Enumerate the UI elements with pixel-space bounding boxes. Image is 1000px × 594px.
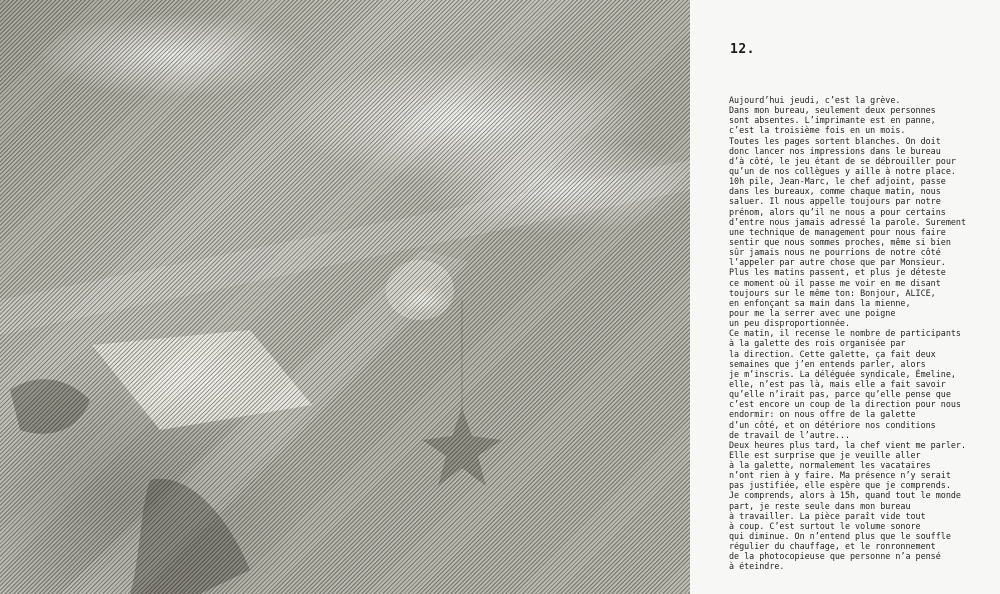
chapter-number: 12. (730, 42, 755, 57)
text-line: à la galette des rois organisée par (729, 338, 906, 349)
beam-shape (60, 250, 470, 594)
text-line: semaines que j’en entends parler, alors (729, 358, 926, 369)
decoration-shape (10, 379, 90, 434)
text-line: Je comprends, alors à 15h, quand tout le monde (729, 490, 961, 501)
text-line: n’ont rien à y faire. Ma présence n’y serait (729, 470, 951, 481)
text-line: sentir que nous sommes proches, même si bien (729, 236, 951, 247)
text-line: pour me la serrer avec une poigne (729, 307, 896, 318)
text-line: en enfonçant sa main dans la mienne, (729, 297, 911, 308)
text-line: régulier du chauffage, et le ronronnement (729, 541, 936, 552)
star-decoration (422, 408, 502, 486)
ceiling-light-panel (92, 330, 312, 430)
text-line: Deux heures plus tard, la chef vient me parler. (729, 439, 966, 450)
text-line: c’est la troisième fois en un mois. (729, 125, 906, 136)
text-line: Aujourd’hui jeudi, c’est la grève. (729, 95, 901, 105)
text-line: elle, n’est pas là, mais elle a fait savoir (729, 378, 946, 389)
text-line: toujours sur le même ton: Bonjour, ALICE, (729, 287, 936, 298)
body-text (729, 95, 994, 572)
text-line: à coup. C’est surtout le volume sonore (729, 520, 921, 531)
text-line: pas justifiée, elle espère que je comprends. (729, 480, 951, 491)
text-line: sûr jamais nous ne pourrions de notre côté (729, 247, 941, 258)
text-line: d’entre nous jamais adressé la parole. Surement (729, 216, 966, 227)
text-line: sont absentes. L’imprimante est en panne, (729, 115, 936, 126)
text-line: de la photocopieuse que personne n’a pensé (729, 551, 941, 562)
text-page (690, 0, 1000, 594)
text-line: je m’inscris. La déléguée syndicale, Émeline, (729, 368, 956, 379)
text-line: une technique de management pour nous faire (729, 226, 946, 237)
text-line: 10h pile, Jean-Marc, le chef adjoint, passe (729, 176, 946, 187)
text-line: endormir: on nous offre de la galette (729, 409, 916, 420)
text-line: Dans mon bureau, seulement deux personnes (729, 105, 936, 116)
text-line: prénom, alors qu’il ne nous a pour certains (729, 206, 946, 217)
text-line: qu’un de nos collègues y aille à notre place. (729, 165, 956, 176)
text-line: à travailler. La pièce paraît vide tout (729, 510, 926, 521)
text-line: un peu disproportionnée. (729, 318, 851, 329)
lamp-shape (386, 260, 454, 320)
text-line: la direction. Cette galette, ça fait deux (729, 348, 936, 359)
text-line: Plus les matins passent, et plus je déteste (729, 267, 946, 278)
text-line: saluer. Il nous appelle toujours par notre (729, 196, 941, 207)
text-line: part, je reste seule dans mon bureau (729, 500, 911, 511)
beam-shape (0, 160, 690, 335)
text-line: qu’elle n’irait pas, parce qu’elle pense que (729, 389, 951, 400)
text-line: Ce matin, il recense le nombre de participants (729, 328, 961, 339)
text-line: d’un côté, et on détériore nos conditions (729, 419, 936, 430)
text-line: à la galette, normalement les vacataires (729, 460, 931, 471)
text-line: Elle est surprise que je veuille aller (729, 449, 921, 460)
text-line: c’est encore un coup de la direction pour nous (729, 399, 961, 410)
text-line: ce moment où il passe me voir en me disant (729, 277, 941, 288)
text-line: qui diminue. On n’entend plus que le souffle (729, 531, 951, 542)
text-line: de travail de l’autre... (729, 429, 851, 440)
text-line: donc lancer nos impressions dans le bureau (729, 145, 941, 156)
decoration-shape (130, 479, 250, 594)
text-line: d’à côté, le jeu étant de se débrouiller pour (729, 155, 956, 166)
text-line: Toutes les pages sortent blanches. On doit (729, 135, 941, 146)
text-line: l’appeler par autre chose que par Monsieur. (729, 257, 946, 268)
text-line: dans les bureaux, comme chaque matin, nous (729, 186, 941, 197)
text-line: à éteindre. (729, 561, 785, 572)
